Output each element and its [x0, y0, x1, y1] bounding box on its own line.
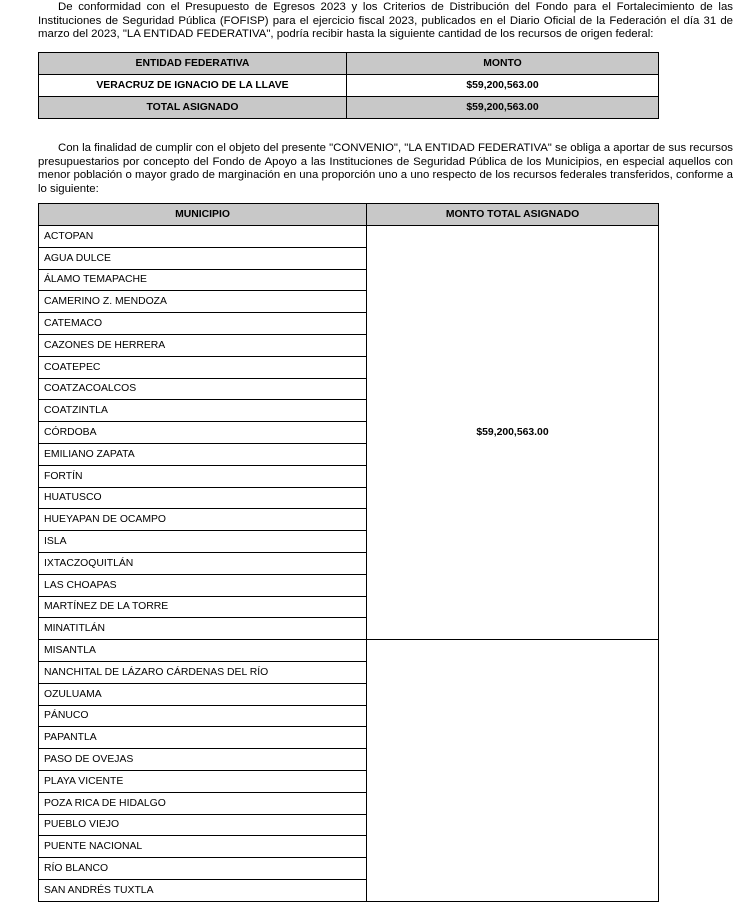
municipio-cell: ACTOPAN: [39, 226, 367, 248]
header-municipio: MUNICIPIO: [39, 204, 367, 226]
total-label: TOTAL ASIGNADO: [39, 97, 347, 119]
municipio-cell: ISLA: [39, 531, 367, 553]
municipio-cell: PASO DE OVEJAS: [39, 749, 367, 771]
municipio-cell: PÁNUCO: [39, 705, 367, 727]
municipio-cell: MISANTLA: [39, 640, 367, 662]
municipio-cell: NANCHITAL DE LÁZARO CÁRDENAS DEL RÍO: [39, 661, 367, 683]
total-monto: $59,200,563.00: [347, 97, 659, 119]
municipio-cell: SAN ANDRÉS TUXTLA: [39, 879, 367, 901]
municipio-cell: CAZONES DE HERRERA: [39, 334, 367, 356]
municipio-cell: AGUA DULCE: [39, 247, 367, 269]
municipio-cell: MARTÍNEZ DE LA TORRE: [39, 596, 367, 618]
monto-total-cell: $59,200,563.00: [367, 226, 659, 640]
municipio-cell: HUEYAPAN DE OCAMPO: [39, 509, 367, 531]
municipio-cell: COATEPEC: [39, 356, 367, 378]
intro-text: De conformidad con el Presupuesto de Egresos 2023 y los Criterios de Distribución del Fondo para el Fortalecimiento de las Instituciones de Seguridad Pública (FOFISP) para el ejercicio fiscal 2023, publicados en el Diario Oficial de la Federación el día 31 de marzo del 2023, "LA ENTIDAD FEDERATIVA", podría recibir hasta la siguiente cantidad de los recursos de origen federal:: [38, 1, 733, 41]
municipio-cell: EMILIANO ZAPATA: [39, 443, 367, 465]
federal-allocation-table: [38, 52, 659, 119]
municipio-cell: PAPANTLA: [39, 727, 367, 749]
municipios-body: [39, 226, 659, 902]
municipio-cell: OZULUAMA: [39, 683, 367, 705]
header-entidad: ENTIDAD FEDERATIVA: [39, 53, 347, 75]
entidad-cell: VERACRUZ DE IGNACIO DE LA LLAVE: [39, 75, 347, 97]
municipio-cell: CATEMACO: [39, 313, 367, 335]
table-header-row: [39, 53, 659, 75]
municipio-cell: PLAYA VICENTE: [39, 770, 367, 792]
municipio-cell: IXTACZOQUITLÁN: [39, 552, 367, 574]
total-row: [39, 97, 659, 119]
table-row: [39, 226, 659, 248]
municipio-cell: ÁLAMO TEMAPACHE: [39, 269, 367, 291]
table-row: [39, 75, 659, 97]
municipio-cell: RÍO BLANCO: [39, 858, 367, 880]
municipio-cell: COATZACOALCOS: [39, 378, 367, 400]
obligation-text: Con la finalidad de cumplir con el objeto del presente "CONVENIO", "LA ENTIDAD FEDERATIVA" se obliga a aportar de sus recursos presupuestarios por concepto del Fondo de Apoyo a las Instituciones de Seguridad Pública de los Municipios, en especial aquellos con menor población o mayor grado de marginación en una proporción uno a uno respecto de los recursos federales transferidos, conforme a lo siguiente:: [38, 142, 733, 195]
table-header-row: [39, 204, 659, 226]
municipio-cell: PUEBLO VIEJO: [39, 814, 367, 836]
municipio-cell: PUENTE NACIONAL: [39, 836, 367, 858]
header-monto: MONTO: [347, 53, 659, 75]
intro-paragraph: [38, 1, 733, 42]
municipio-cell: POZA RICA DE HIDALGO: [39, 792, 367, 814]
municipio-cell: FORTÍN: [39, 465, 367, 487]
municipio-cell: CÓRDOBA: [39, 422, 367, 444]
municipio-cell: MINATITLÁN: [39, 618, 367, 640]
municipio-cell: HUATUSCO: [39, 487, 367, 509]
municipio-cell: COATZINTLA: [39, 400, 367, 422]
header-monto-total: MONTO TOTAL ASIGNADO: [367, 204, 659, 226]
municipio-cell: LAS CHOAPAS: [39, 574, 367, 596]
municipios-table: [38, 203, 659, 902]
table-row: [39, 640, 659, 662]
municipio-cell: CAMERINO Z. MENDOZA: [39, 291, 367, 313]
monto-total-cell-continued: [367, 640, 659, 902]
monto-cell: $59,200,563.00: [347, 75, 659, 97]
obligation-paragraph: [38, 142, 733, 196]
